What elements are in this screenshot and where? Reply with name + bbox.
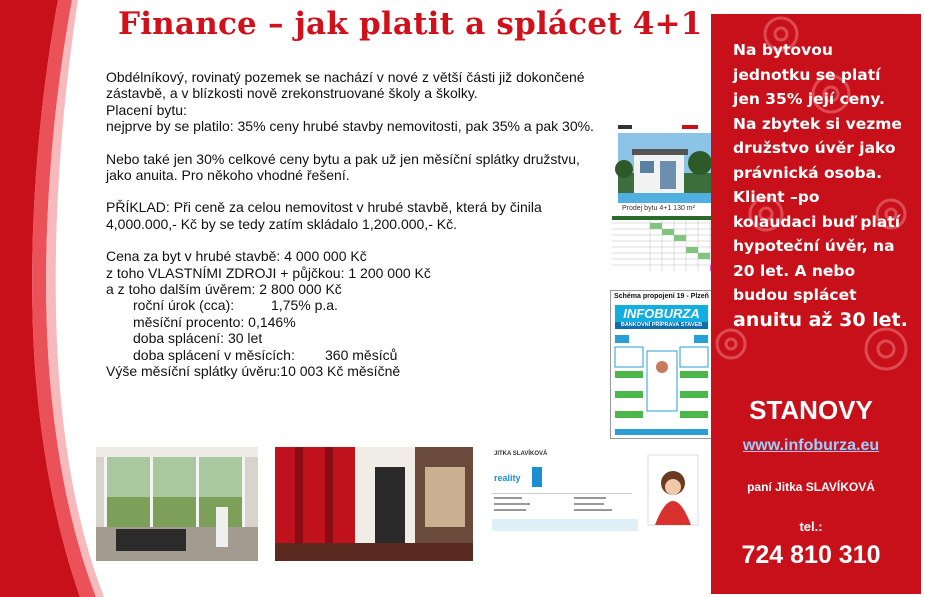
line-term-years: doba splácení: 30 let <box>133 330 263 347</box>
red-room-photo <box>275 447 473 561</box>
paragraph-payment-stages: nejprve by se platilo: 35% ceny hrubé stavby nemovitosti, pak 35% a pak 30%. <box>106 118 594 135</box>
house-listing-image <box>612 123 724 216</box>
line-price: Cena za byt v hrubé stavbě: 4 000 000 Kč <box>106 248 367 265</box>
sidebar-info-text <box>733 38 908 333</box>
paragraph-payment-heading: Placení bytu: <box>106 101 187 118</box>
living-room-photo <box>96 447 258 561</box>
schema-diagram-image <box>610 290 713 439</box>
schedule-table-graphic <box>610 215 726 273</box>
schedule-table-image <box>610 215 726 273</box>
card-agent-name: JITKA SLAVÍKOVÁ <box>494 451 548 457</box>
paragraph-location: Obdélníkový, rovinatý pozemek se nachází v nové z větší části již dokončené zástavbě, a v blízkosti nově zrekonstruované školy a školky. <box>106 69 585 102</box>
line-monthly-payment: Výše měsíční splátky úvěru:10 003 Kč měsíčně <box>106 363 401 380</box>
slide-title: Finance – jak platit a splácet 4+1 <box>118 6 703 42</box>
interior-photo-red-room <box>275 447 473 561</box>
line-own-funds: z toho VLASTNÍMI ZDROJI + půjčkou: 1 200 000 Kč <box>106 264 431 281</box>
paragraph-example: PŘÍKLAD: Při ceně za celou nemovitost v hrubé stavbě, která by činila 4,000.000,- Kč by se tedy zatím skládalo 1,200.000,- Kč. <box>106 199 542 232</box>
sidebar-text-main: Na bytovou jednotku se platí jen 35% její ceny. Na zbytek si vezme družstvo úvěr jako právnická osoba. Klient –po kolaudaci buď platí hypoteční úvěr, na 20 let. A nebo budou splácet <box>733 41 902 304</box>
paragraph-annuity: Nebo také jen 30% celkové ceny bytu a pak už jen měsíční splátky družstvu, jako anuita. Pro někoho vhodné řešení. <box>106 150 580 184</box>
line-loan: a z toho dalším úvěrem: 2 800 000 Kč <box>106 281 342 298</box>
phone-number: 724 810 310 <box>741 541 881 569</box>
agent-business-card <box>490 447 700 547</box>
line-interest: roční úrok (cca): 1,75% p.a. <box>133 297 338 314</box>
interior-photo-living-room <box>96 447 258 561</box>
schema-subtitle: BANKOVNÍ PŘÍPRAVA STAVEB <box>620 322 703 328</box>
schema-logo: INFOBURZA <box>623 306 700 321</box>
agent-name: paní Jitka SLAVÍKOVÁ <box>747 480 875 494</box>
line-monthly-percent: měsíční procento: 0,146% <box>133 313 296 330</box>
house-caption: Prodej bytu 4+1 130 m² <box>622 205 695 212</box>
phone-label: tel.: <box>799 519 823 534</box>
sidebar-text-emphasis: anuitu až 30 let. <box>733 308 908 331</box>
left-decorative-swoosh <box>0 0 110 597</box>
body-text <box>106 69 606 380</box>
stanovy-heading: STANOVY <box>749 395 873 425</box>
card-brand: reality <box>494 473 521 483</box>
line-term-months: doba splácení v měsících: 360 měsíců <box>133 346 398 363</box>
schema-title: Schéma propojení 19 - Plzeň <box>614 293 709 300</box>
house-photo <box>612 123 724 216</box>
infoburza-link[interactable]: www.infoburza.eu <box>742 437 880 454</box>
business-card-graphic <box>490 447 700 547</box>
